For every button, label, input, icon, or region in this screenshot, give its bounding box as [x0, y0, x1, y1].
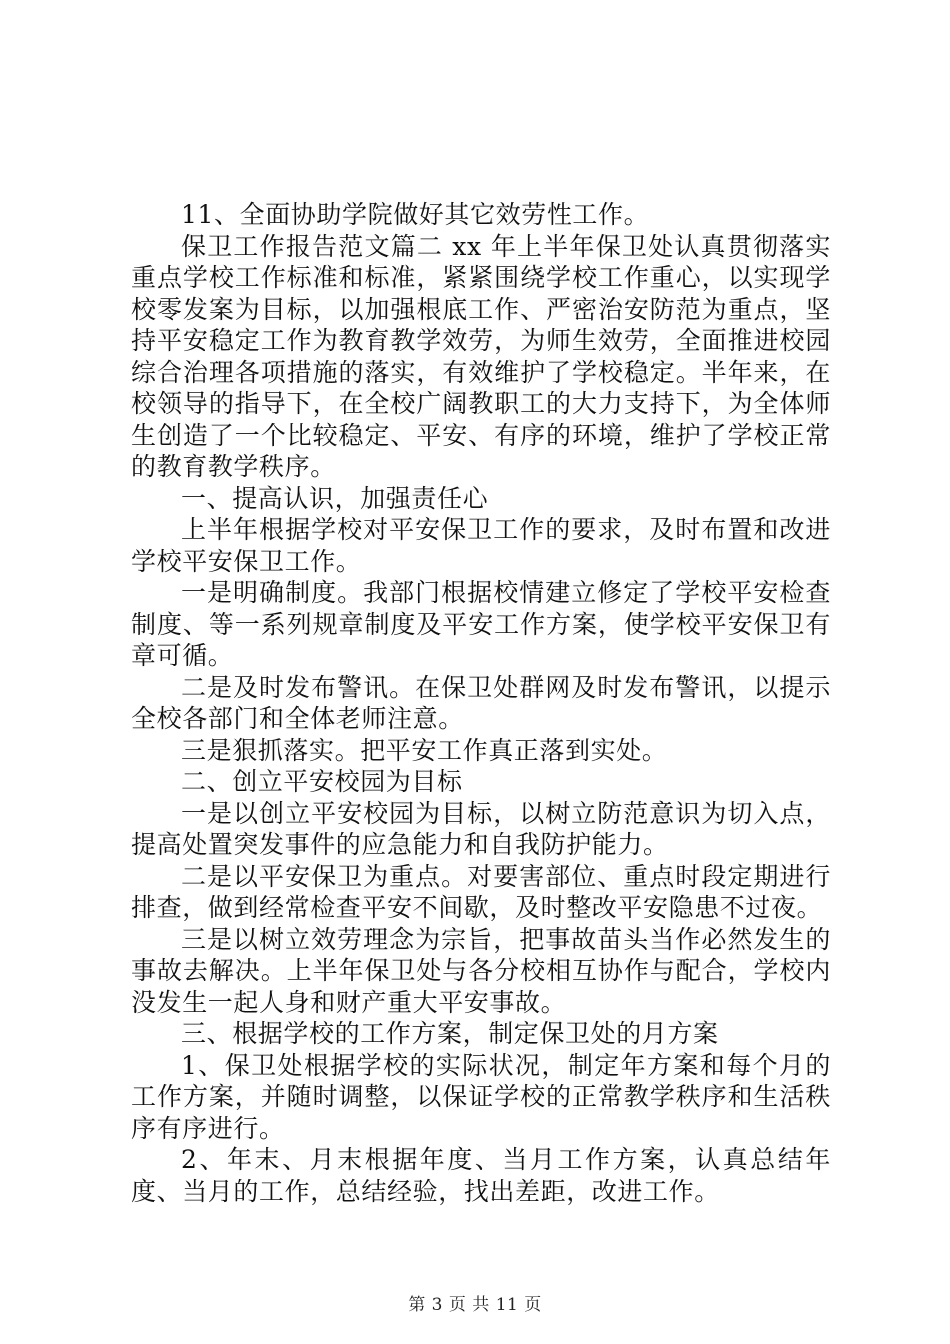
- paragraph: 1、保卫处根据学校的实际状况，制定年方案和每个月的工作方案，并随时调整，以保证学校的正常教学秩序和生活秩序有序进行。: [131, 1050, 831, 1143]
- paragraph: 2、年末、月末根据年度、当月工作方案，认真总结年度、当月的工作，总结经验，找出差距，改进工作。: [131, 1145, 831, 1206]
- page-number-footer: 第 3 页 共 11 页: [408, 1295, 542, 1315]
- paragraph: 三是以树立效劳理念为宗旨，把事故苗头当作必然发生的事故去解决。上半年保卫处与各分校相互协作与配合，学校内没发生一起人身和财产重大平安事故。: [131, 924, 831, 1017]
- paragraph: 保卫工作报告范文篇二 xx 年上半年保卫处认真贯彻落实重点学校工作标准和标准，紧紧围绕学校工作重心，以实现学校零发案为目标，以加强根底工作、严密治安防范为重点，坚持平安稳定工作为教育教学效劳，为师生效劳，全面推进校园综合治理各项措施的落实，有效维护了学校稳定。半年来，在校领导的指导下，在全校广阔教职工的大力支持下，为全体师生创造了一个比较稳定、平安、有序的环境，维护了学校正常的教育教学秩序。: [131, 231, 831, 481]
- paragraph: 三是狠抓落实。把平安工作真正落到实处。: [181, 735, 668, 765]
- section-heading: 二、创立平安校园为目标: [181, 767, 463, 796]
- paragraph: 二是及时发布警讯。在保卫处群网及时发布警讯，以提示全校各部门和全体老师注意。: [131, 672, 831, 733]
- section-heading: 一、提高认识，加强责任心: [181, 483, 489, 513]
- section-heading: 三、根据学校的工作方案，制定保卫处的月方案: [181, 1019, 719, 1048]
- paragraph: 11、全面协助学院做好其它效劳性工作。: [181, 200, 650, 229]
- paragraph: 一是明确制度。我部门根据校情建立修定了学校平安检查制度、等一系列规章制度及平安工作方案，使学校平安保卫有章可循。: [131, 578, 831, 670]
- paragraph: 二是以平安保卫为重点。对要害部位、重点时段定期进行排查，做到经常检查平安不间歇，及时整改平安隐患不过夜。: [131, 861, 831, 922]
- document-body: [131, 199, 831, 1207]
- paragraph: 一是以创立平安校园为目标，以树立防范意识为切入点，提高处置突发事件的应急能力和自我防护能力。: [131, 798, 831, 859]
- paragraph: 上半年根据学校对平安保卫工作的要求，及时布置和改进学校平安保卫工作。: [131, 515, 831, 576]
